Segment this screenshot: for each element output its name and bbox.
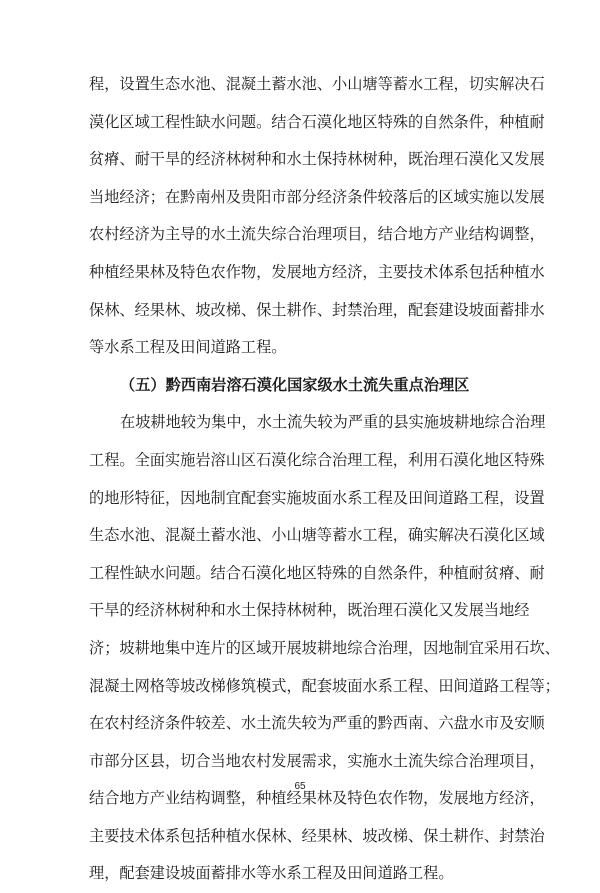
text-line: 贫瘠、耐干旱的经济林树种和水土保持林树种，既治理石漠化又发展 [89,150,545,169]
text-line: 在农村经济条件较差、水土流失较为严重的黔西南、六盘水市及安顺 [89,714,545,733]
text-line: 主要技术体系包括种植水保林、经果林、坡改梯、保土耕作、封禁治 [89,826,545,845]
paragraph-body [89,404,560,893]
text-line: 种植经果林及特色农作物，发展地方经济，主要技术体系包括种植水 [89,262,545,281]
text-line: 混凝土网格等坡改梯修筑模式，配套坡面水系工程、田间道路工程等； [89,676,560,695]
text-line: 等水系工程及田间道路工程。 [89,338,287,357]
text-line: 结合地方产业结构调整，种植经果林及特色农作物，发展地方经济， [89,789,545,808]
text-line: 农村经济为主导的水土流失综合治理项目，结合地方产业结构调整， [89,225,545,244]
text-line: 程，设置生态水池、混凝土蓄水池、小山塘等蓄水工程，切实解决石 [89,75,545,93]
text-line: 生态水池、混凝土蓄水池、小山塘等蓄水工程，确实解决石漠化区域 [89,526,545,545]
text-line: 在坡耕地较为集中，水土流失较为严重的县实施坡耕地综合治理 [120,413,546,432]
text-line: 漠化区域工程性缺水问题。结合石漠化地区特殊的自然条件，种植耐 [89,112,545,131]
text-line: 理，配套建设坡面蓄排水等水系工程及田间道路工程。 [89,864,454,883]
text-line: 保林、经果林、坡改梯、保土耕作、封禁治理，配套建设坡面蓄排水 [89,300,545,319]
text-line: 工程。全面实施岩溶山区石漠化综合治理工程，利用石漠化地区特殊 [89,450,545,469]
text-line: 干旱的经济林树种和水土保持林树种，既治理石漠化又发展当地经 [89,601,530,620]
text-line: 的地形特征，因地制宜配套实施坡面水系工程及田间道路工程，设置 [89,488,545,507]
paragraph-continued [89,66,545,367]
section-heading: （五）黔西南岩溶石漠化国家级水土流失重点治理区 [120,375,470,394]
document-page [89,66,560,893]
text-line: 济；坡耕地集中连片的区域开展坡耕地综合治理，因地制宜采用石坎、 [89,638,560,657]
text-line: 当地经济；在黔南州及贵阳市部分经济条件较落后的区域实施以发展 [89,187,545,206]
text-line: 市部分区县，切合当地农村发展需求，实施水土流失综合治理项目， [89,751,545,770]
text-line: 工程性缺水问题。结合石漠化地区特殊的自然条件，种植耐贫瘠、耐 [89,563,545,582]
page-number: 65 [294,781,306,792]
